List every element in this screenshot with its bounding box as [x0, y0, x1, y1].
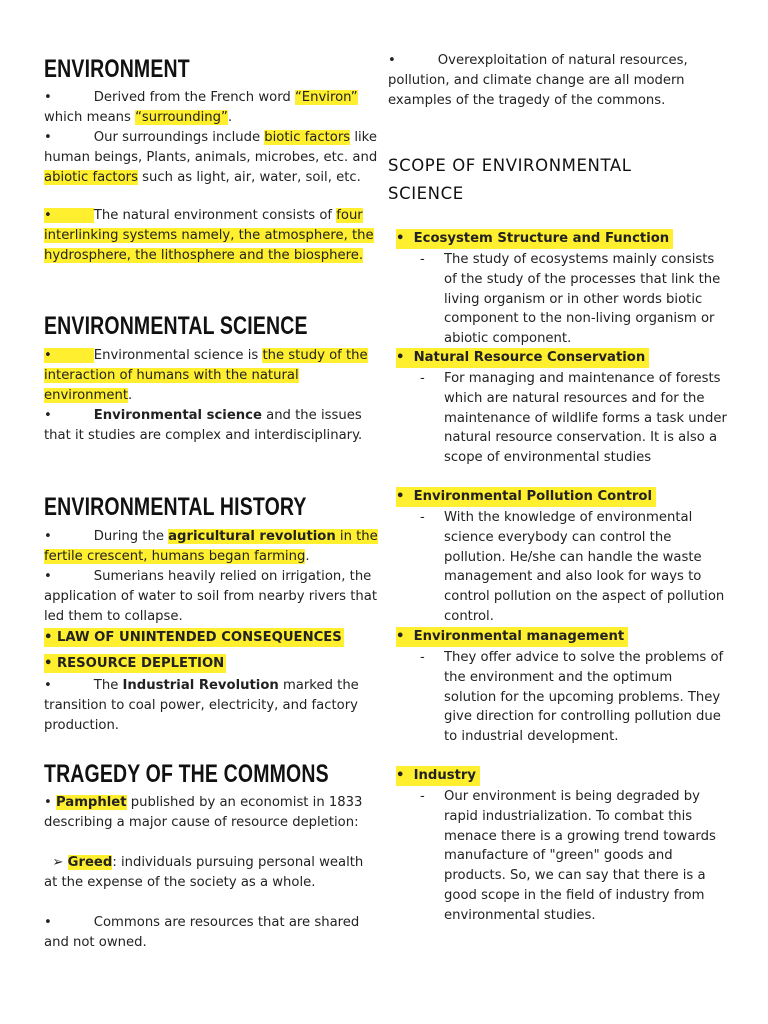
heading-environmental-science: ENVIRONMENTAL SCIENCE — [44, 312, 308, 340]
heading-environment: ENVIRONMENT — [44, 55, 190, 83]
scope-item-conservation-body: - For managing and maintenance of forests which are natural resources and for the maintenance of wildlife forms a task under natural resource conservation. It is also a scope of environmental studies — [420, 371, 727, 466]
scope-item-industry-body: - Our environment is being degraded by rapid industrialization. To combat this menace there is a growing trend towards manufacture of "green" goods and products. So, we can say that there is a good scope in the field of industry from environmental studies. — [420, 789, 716, 923]
law-of-unintended-consequences: • LAW OF UNINTENDED CONSEQUENCES — [44, 630, 342, 645]
env-history-paragraph-2: • Sumerians heavily relied on irrigation, the application of water to soil from nearby rivers that led them to collapse. — [44, 569, 377, 624]
scope-item-management-heading: • Environmental management — [396, 627, 628, 647]
environment-paragraph-2: • Our surroundings include biotic factors like human beings, Plants, animals, microbes, etc. and abiotic factors such as light, air, water, soil, etc. — [44, 130, 378, 185]
arrow-bullet-icon: ➢ — [52, 855, 64, 870]
environment-paragraph-3: • The natural environment consists of four interlinking systems namely, the atmosphere, the hydrosphere, the lithosphere and the biosphere. — [44, 208, 374, 263]
heading-scope-line-2: SCIENCE — [388, 184, 464, 203]
env-history-paragraph-1: • During the agricultural revolution in the fertile crescent, humans began farming. — [44, 529, 378, 564]
heading-tragedy-of-the-commons: TRAGEDY OF THE COMMONS — [44, 760, 329, 788]
scope-item-conservation-heading: • Natural Resource Conservation — [396, 348, 649, 368]
overexploitation-paragraph: • Overexploitation of natural resources, pollution, and climate change are all modern examples of the tragedy of the commons. — [388, 53, 688, 108]
env-science-paragraph-1: • Environmental science is the study of the interaction of humans with the natural environment. — [44, 348, 368, 403]
resource-depletion: • RESOURCE DEPLETION — [44, 656, 225, 671]
env-science-paragraph-2: • Environmental science and the issues that it studies are complex and interdisciplinary. — [44, 408, 363, 443]
scope-item-industry-heading: • Industry — [396, 766, 480, 786]
scope-item-pollution-heading: • Environmental Pollution Control — [396, 487, 656, 507]
scope-item-pollution-body: - With the knowledge of environmental science everybody can control the pollution. He/she can handle the waste management and also look for ways to control pollution on the aspect of pollution control. — [420, 510, 725, 624]
heading-scope-line-1: SCOPE OF ENVIRONMENTAL — [388, 156, 632, 175]
scope-item-ecosystem-heading: • Ecosystem Structure and Function — [396, 229, 673, 249]
env-history-paragraph-3: • The Industrial Revolution marked the transition to coal power, electricity, and factory production. — [44, 678, 359, 733]
heading-environmental-history: ENVIRONMENTAL HISTORY — [44, 493, 307, 521]
environment-paragraph-1: • Derived from the French word “Environ” which means “surrounding”. — [44, 90, 358, 125]
scope-item-management-body: - They offer advice to solve the problems of the environment and the optimum solution for the upcoming problems. They give direction for controlling pollution due to industrial development. — [420, 650, 724, 745]
tragedy-paragraph-2: ➢ Greed: individuals pursuing personal wealth at the expense of the society as a whole. — [44, 855, 364, 890]
tragedy-paragraph-1: • Pamphlet published by an economist in 1833 describing a major cause of resource depletion: — [44, 795, 363, 830]
tragedy-paragraph-3: • Commons are resources that are shared and not owned. — [44, 915, 360, 950]
scope-item-ecosystem-body: - The study of ecosystems mainly consists of the study of the processes that link the living organism or in other words biotic component to the non-living organism or abiotic component. — [420, 252, 721, 347]
